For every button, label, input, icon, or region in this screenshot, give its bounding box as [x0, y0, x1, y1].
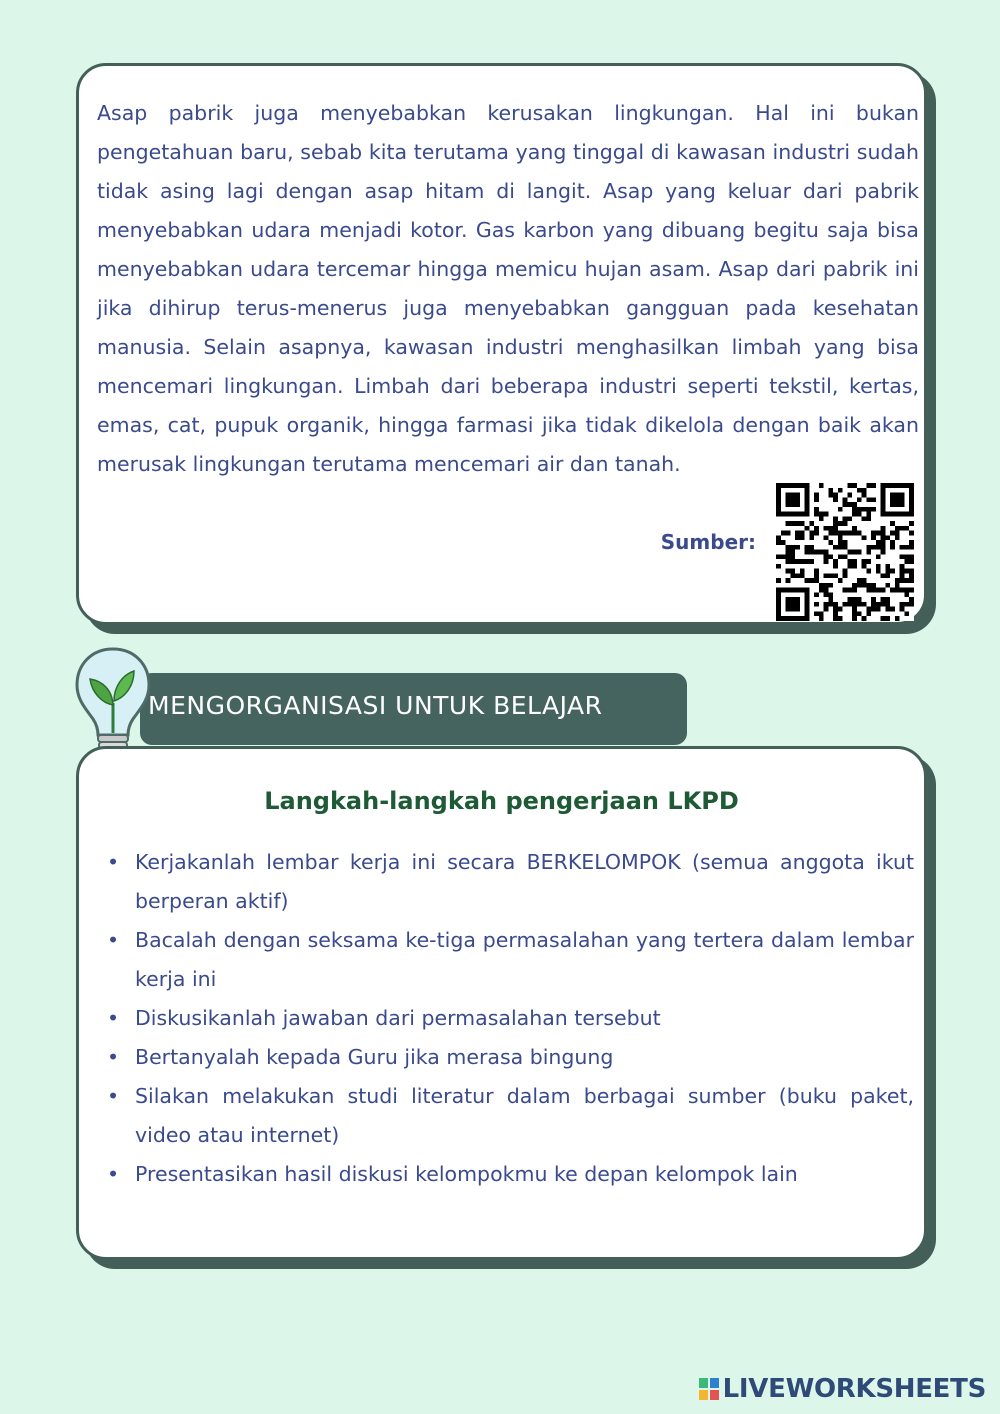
bullet-icon: • [107, 928, 120, 952]
list-item [107, 843, 914, 921]
list-item-text: Kerjakanlah lembar kerja ini secara BERKELOMPOK (semua anggota ikut berperan aktif) [135, 850, 914, 913]
bullet-icon: • [107, 1162, 120, 1186]
section-header-label: MENGORGANISASI UNTUK BELAJAR [148, 691, 603, 720]
brand[interactable] [699, 1374, 986, 1404]
steps-list [107, 843, 914, 1194]
list-item [107, 1077, 914, 1155]
list-item-text: Presentasikan hasil diskusi kelompokmu ke depan kelompok lain [135, 1162, 798, 1186]
section-header [140, 673, 687, 745]
list-item-text: Bertanyalah kepada Guru jika merasa bingung [135, 1045, 614, 1069]
article-card [76, 63, 927, 625]
steps-card [76, 746, 927, 1260]
list-item [107, 1038, 914, 1077]
qr-code-icon[interactable] [776, 483, 914, 621]
list-item [107, 999, 914, 1038]
list-item-text: Diskusikanlah jawaban dari permasalahan tersebut [135, 1006, 661, 1030]
bullet-icon: • [107, 1084, 120, 1108]
bullet-icon: • [107, 850, 120, 874]
list-item [107, 921, 914, 999]
brand-name: LIVEWORKSHEETS [722, 1374, 986, 1404]
source-label: Sumber: [660, 530, 756, 554]
list-item-text: Bacalah dengan seksama ke-tiga permasalahan yang tertera dalam lembar kerja ini [135, 928, 914, 991]
bullet-icon: • [107, 1006, 120, 1030]
list-item-text: Silakan melakukan studi literatur dalam berbagai sumber (buku paket, video atau internet) [135, 1084, 914, 1147]
list-item [107, 1155, 914, 1194]
steps-title: Langkah-langkah pengerjaan LKPD [264, 787, 739, 815]
liveworksheets-logo-icon [699, 1378, 719, 1400]
bullet-icon: • [107, 1045, 120, 1069]
article-paragraph: Asap pabrik juga menyebabkan kerusakan lingkungan. Hal ini bukan pengetahuan baru, sebab kita terutama yang tinggal di kawasan industri sudah tidak asing lagi dengan asap hitam di langit. Asap yang keluar dari pabrik menyebabkan udara menjadi kotor. Gas karbon yang dibuang begitu saja bisa menyebabkan udara tercemar hingga memicu hujan asam. Asap dari pabrik ini jika dihirup terus-menerus juga menyebabkan gangguan pada kesehatan manusia. Selain asapnya, kawasan industri menghasilkan limbah yang bisa mencemari lingkungan. Limbah dari beberapa industri seperti tekstil, kertas, emas, cat, pupuk organik, hingga farmasi jika tidak dikelola dengan baik akan merusak lingkungan terutama mencemari air dan tanah. [97, 101, 919, 476]
